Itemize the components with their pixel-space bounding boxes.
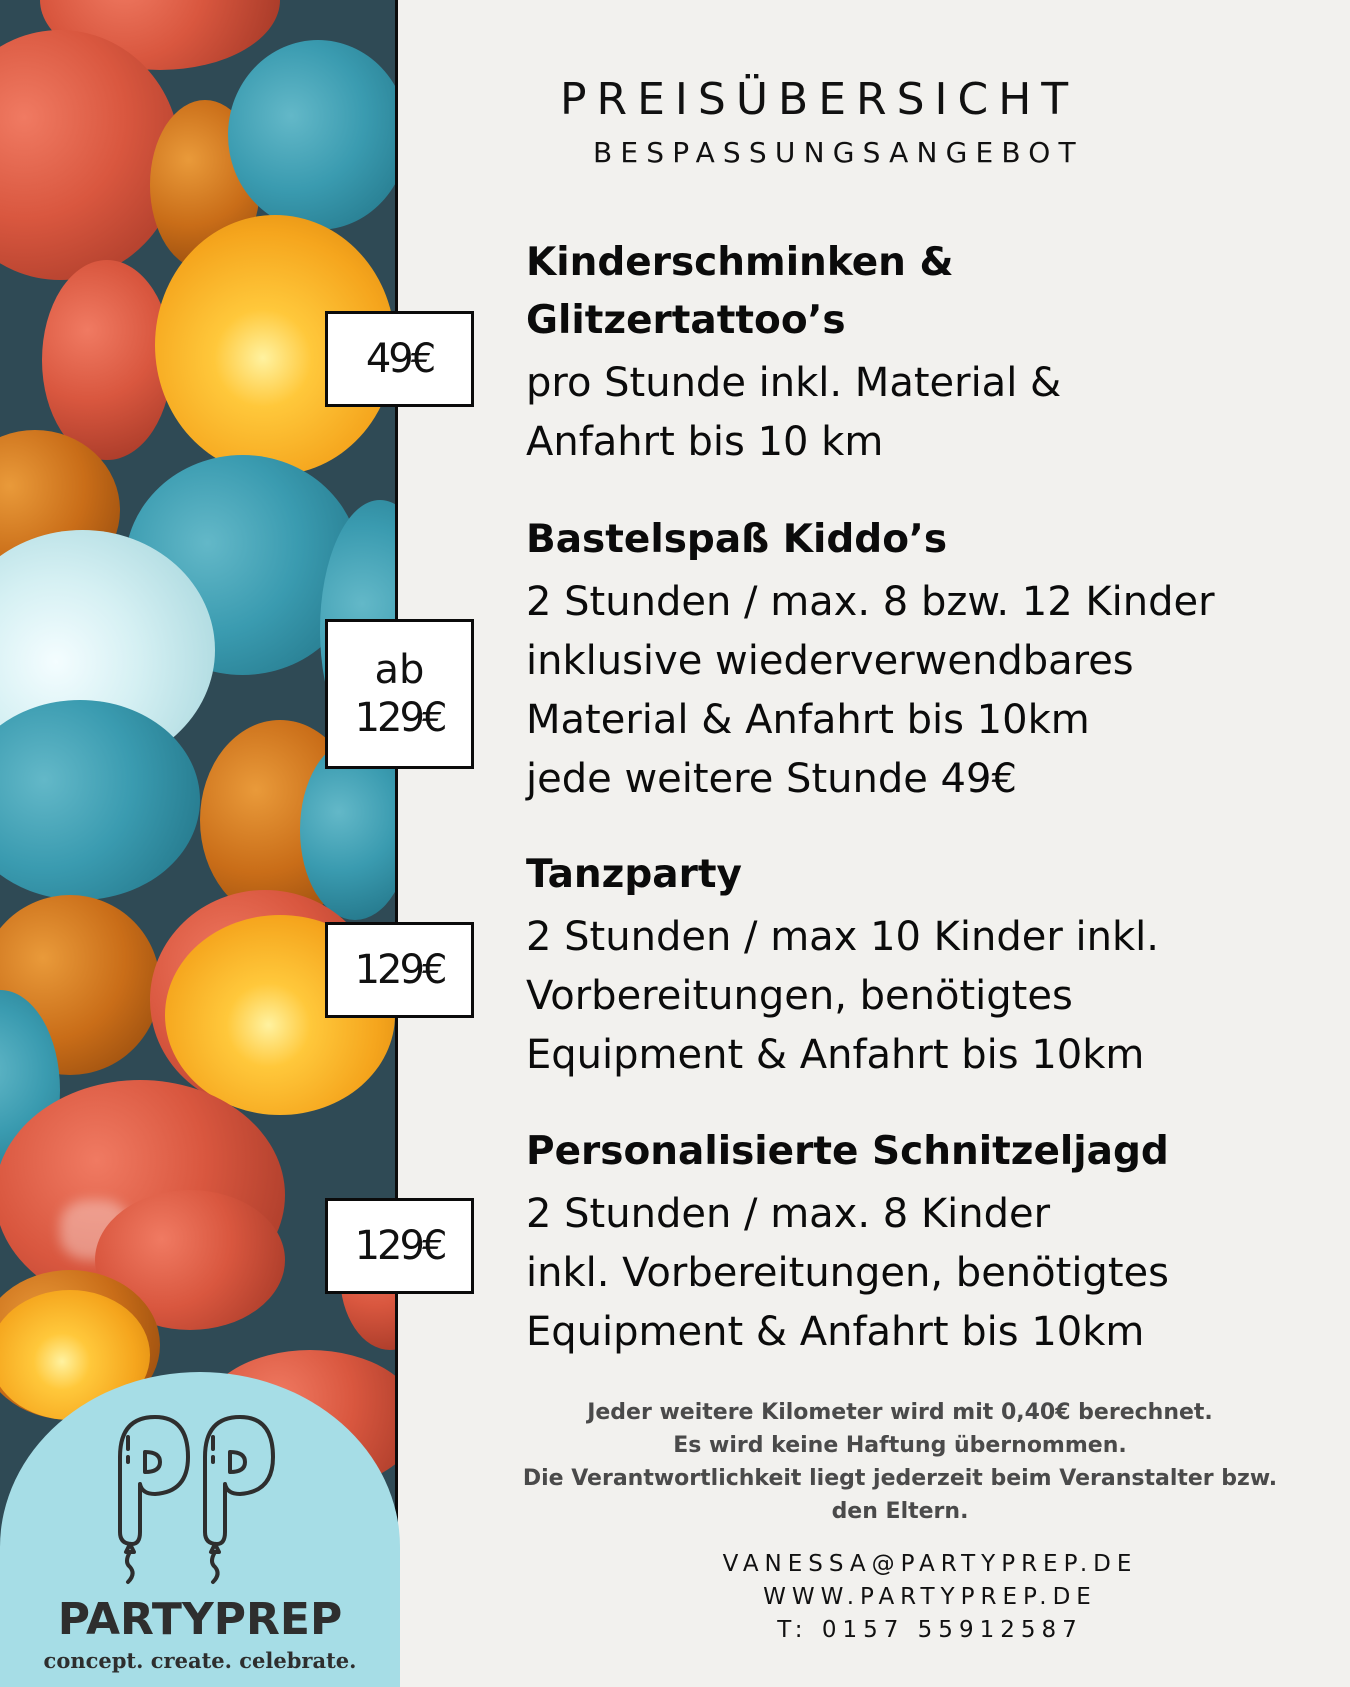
contact-email[interactable]: VANESSA@PARTYPREP.DE xyxy=(722,1551,1138,1577)
offer-description: inkl. Vorbereitungen, benötigtes xyxy=(526,1250,1169,1296)
offer-title: Glitzertattoo’s xyxy=(526,298,846,343)
page-subtitle: BESPASSUNGSANGEBOT xyxy=(593,136,1084,169)
offer-description: 2 Stunden / max 10 Kinder inkl. xyxy=(526,914,1159,960)
offer-description: inklusive wiederverwendbares xyxy=(526,638,1134,684)
disclaimer-line: den Eltern. xyxy=(831,1499,969,1524)
offer-kinderschminken xyxy=(526,234,1316,472)
price-value: 129€ xyxy=(354,695,445,741)
offer-schnitzeljagd xyxy=(526,1123,1316,1362)
disclaimer-line: Die Verantwortlichkeit liegt jederzeit beim Veranstalter bzw. xyxy=(522,1466,1278,1491)
logo-name: PARTYPREP xyxy=(57,1594,343,1645)
contact-phone: T: 0157 55912587 xyxy=(777,1617,1083,1643)
offer-description: jede weitere Stunde 49€ xyxy=(526,756,1017,802)
price-value: 49€ xyxy=(365,336,434,382)
offer-tanzparty xyxy=(526,846,1316,1085)
offer-title: Kinderschminken & xyxy=(526,240,954,285)
contact-block xyxy=(560,1548,1300,1647)
offer-bastelspass xyxy=(526,511,1316,809)
offer-title: Personalisierte Schnitzeljagd xyxy=(526,1129,1169,1174)
page-title: PREISÜBERSICHT xyxy=(560,74,1079,125)
offer-description: Material & Anfahrt bis 10km xyxy=(526,697,1090,743)
price-prefix: ab xyxy=(374,647,425,693)
offer-description: Equipment & Anfahrt bis 10km xyxy=(526,1032,1145,1078)
disclaimer-line: Es wird keine Haftung übernommen. xyxy=(673,1433,1127,1458)
price-badge xyxy=(325,619,474,769)
offer-description: 2 Stunden / max. 8 Kinder xyxy=(526,1191,1051,1237)
disclaimer-line: Jeder weitere Kilometer wird mit 0,40€ berechnet. xyxy=(587,1400,1213,1425)
offer-title: Tanzparty xyxy=(526,852,742,897)
offer-title: Bastelspaß Kiddo’s xyxy=(526,517,948,562)
offer-description: Vorbereitungen, benötigtes xyxy=(526,973,1073,1019)
offer-description: pro Stunde inkl. Material & xyxy=(526,360,1062,406)
price-badge xyxy=(325,311,474,407)
logo-tagline: concept. create. celebrate. xyxy=(43,1648,357,1673)
price-badge xyxy=(325,922,474,1018)
price-value: 129€ xyxy=(354,947,445,993)
price-badge xyxy=(325,1198,474,1294)
balloon-pp-icon xyxy=(110,1412,290,1592)
contact-website[interactable]: WWW.PARTYPREP.DE xyxy=(763,1584,1097,1610)
offer-description: Equipment & Anfahrt bis 10km xyxy=(526,1309,1145,1355)
disclaimer xyxy=(460,1396,1340,1528)
price-value: 129€ xyxy=(354,1223,445,1269)
offer-description: Anfahrt bis 10 km xyxy=(526,419,884,465)
offer-description: 2 Stunden / max. 8 bzw. 12 Kinder xyxy=(526,579,1215,625)
